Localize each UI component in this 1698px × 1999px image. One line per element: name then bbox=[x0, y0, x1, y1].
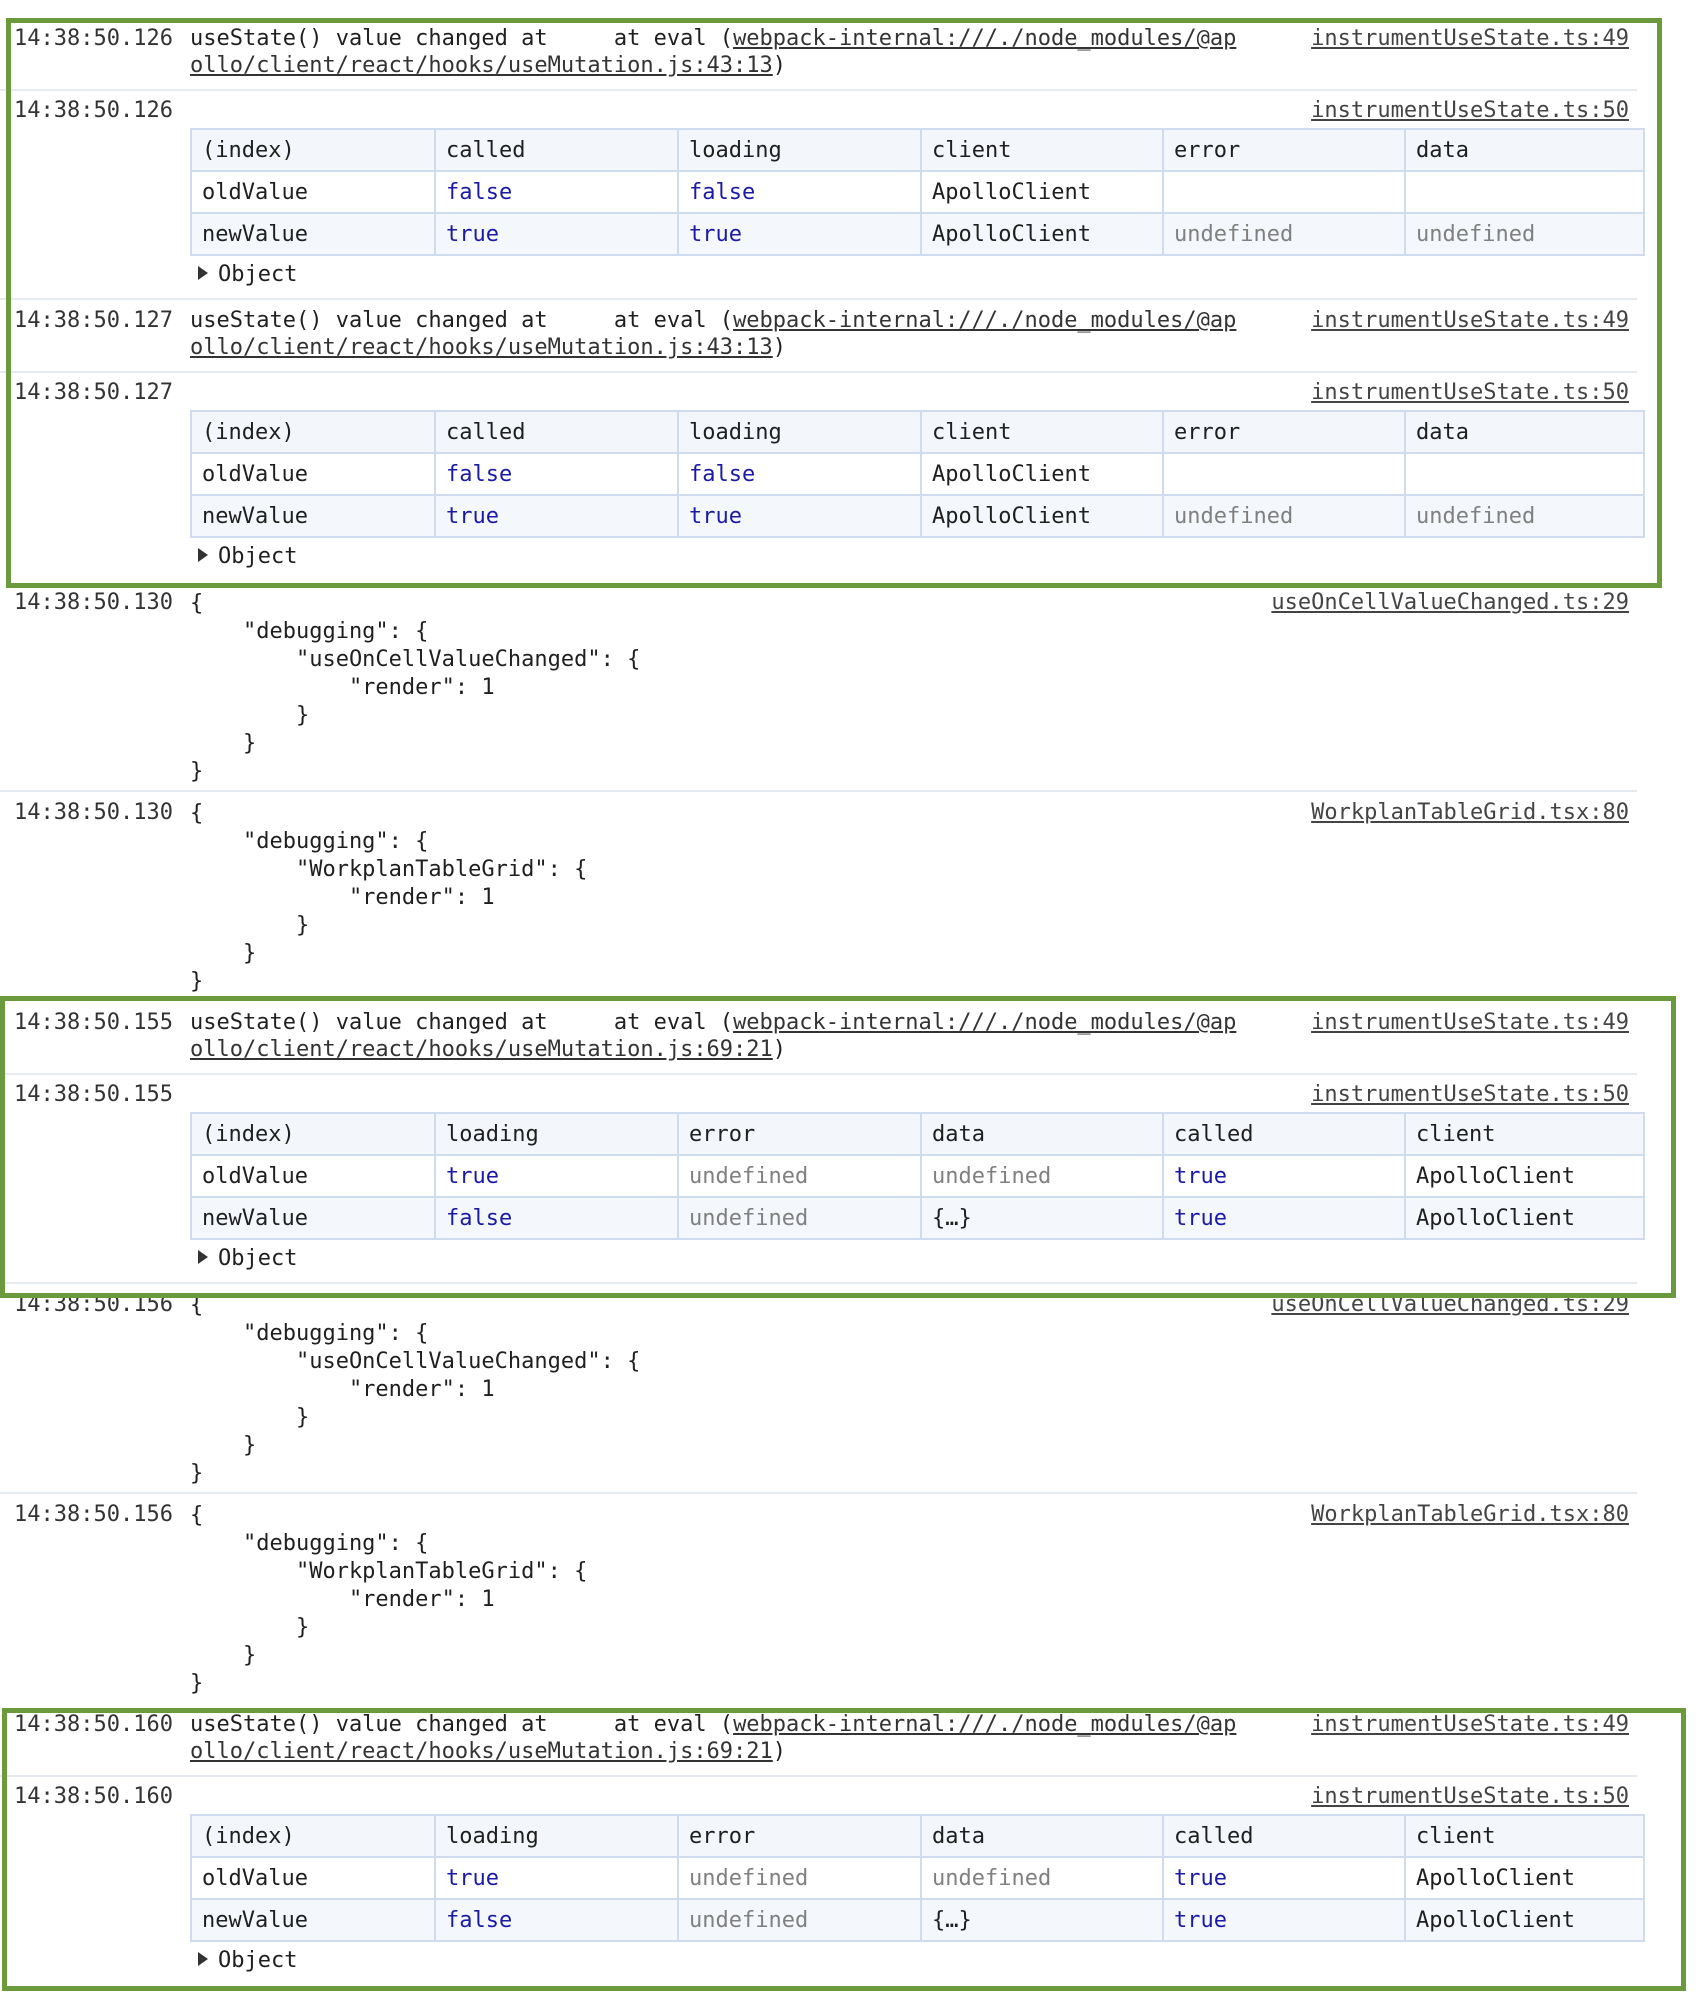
row-divider bbox=[0, 790, 1637, 792]
row-index: newValue bbox=[191, 1197, 435, 1239]
column-header[interactable]: data bbox=[921, 1815, 1163, 1857]
column-header[interactable]: called bbox=[435, 411, 678, 453]
column-header[interactable]: client bbox=[1405, 1815, 1644, 1857]
cell-value: false bbox=[435, 1899, 678, 1941]
message-text: useState() value changed at at eval ( bbox=[190, 308, 734, 333]
timestamp: 14:38:50.156 bbox=[14, 1502, 173, 1527]
row-divider bbox=[0, 89, 1637, 91]
table-row bbox=[191, 1155, 1644, 1197]
column-header[interactable]: (index) bbox=[191, 1113, 435, 1155]
cell-value: true bbox=[435, 1155, 678, 1197]
cell-value bbox=[1163, 453, 1405, 495]
cell-value: undefined bbox=[1405, 495, 1644, 537]
expand-triangle-icon[interactable] bbox=[198, 266, 208, 280]
timestamp: 14:38:50.155 bbox=[14, 1010, 173, 1035]
timestamp: 14:38:50.155 bbox=[14, 1082, 173, 1107]
row-index: newValue bbox=[191, 1899, 435, 1941]
column-header[interactable]: (index) bbox=[191, 129, 435, 171]
timestamp: 14:38:50.126 bbox=[14, 26, 173, 51]
cell-value bbox=[1405, 171, 1644, 213]
cell-value: undefined bbox=[678, 1155, 921, 1197]
row-divider bbox=[0, 1073, 1637, 1075]
cell-value: undefined bbox=[678, 1197, 921, 1239]
log-message-continued bbox=[190, 335, 786, 360]
cell-value: ApolloClient bbox=[1405, 1155, 1644, 1197]
cell-value: true bbox=[435, 1857, 678, 1899]
source-link[interactable]: instrumentUseState.ts:49 bbox=[1311, 26, 1629, 51]
column-header[interactable]: error bbox=[1163, 411, 1405, 453]
log-message bbox=[190, 1010, 1236, 1035]
cell-value: false bbox=[435, 453, 678, 495]
cell-value: {…} bbox=[921, 1899, 1163, 1941]
table-row bbox=[191, 1899, 1644, 1941]
cell-value: true bbox=[1163, 1197, 1405, 1239]
source-link[interactable]: WorkplanTableGrid.tsx:80 bbox=[1311, 800, 1629, 825]
cell-value: false bbox=[678, 453, 921, 495]
message-suffix: ) bbox=[772, 1739, 787, 1764]
object-expander[interactable] bbox=[198, 1246, 297, 1271]
cell-value: ApolloClient bbox=[921, 213, 1163, 255]
column-header[interactable]: called bbox=[1163, 1113, 1405, 1155]
stack-link-continued[interactable]: ollo/client/react/hooks/useMutation.js:69:21 bbox=[190, 1037, 773, 1062]
table-header-row bbox=[191, 1113, 1644, 1155]
stack-link-continued[interactable]: ollo/client/react/hooks/useMutation.js:43:13 bbox=[190, 53, 773, 78]
row-divider bbox=[0, 371, 1637, 373]
cell-value: undefined bbox=[1163, 495, 1405, 537]
json-output: { "debugging": { "useOnCellValueChanged": { "render": 1 } } } bbox=[190, 591, 641, 784]
table-row bbox=[191, 1857, 1644, 1899]
cell-value: true bbox=[678, 213, 921, 255]
expand-triangle-icon[interactable] bbox=[198, 1250, 208, 1264]
message-text: useState() value changed at at eval ( bbox=[190, 26, 734, 51]
object-label: Object bbox=[218, 544, 298, 569]
cell-value: undefined bbox=[1163, 213, 1405, 255]
row-index: oldValue bbox=[191, 1155, 435, 1197]
column-header[interactable]: loading bbox=[435, 1815, 678, 1857]
timestamp: 14:38:50.160 bbox=[14, 1784, 173, 1809]
table-row bbox=[191, 171, 1644, 213]
expand-triangle-icon[interactable] bbox=[198, 1952, 208, 1966]
source-link[interactable]: useOnCellValueChanged.ts:29 bbox=[1271, 1292, 1629, 1317]
json-output: { "debugging": { "WorkplanTableGrid": { "render": 1 } } } bbox=[190, 1503, 588, 1696]
column-header[interactable]: client bbox=[921, 129, 1163, 171]
row-divider bbox=[0, 1492, 1637, 1494]
cell-value: true bbox=[678, 495, 921, 537]
column-header[interactable]: (index) bbox=[191, 411, 435, 453]
stack-link[interactable]: webpack-internal:///./node_modules/@ap bbox=[733, 1712, 1237, 1737]
column-header[interactable]: error bbox=[678, 1113, 921, 1155]
json-output: { "debugging": { "useOnCellValueChanged": { "render": 1 } } } bbox=[190, 1293, 641, 1486]
cell-value: undefined bbox=[678, 1899, 921, 1941]
row-index: oldValue bbox=[191, 1857, 435, 1899]
source-link[interactable]: useOnCellValueChanged.ts:29 bbox=[1271, 590, 1629, 615]
console-table bbox=[190, 1112, 1645, 1240]
log-message bbox=[190, 26, 1236, 51]
log-message bbox=[190, 308, 1236, 333]
timestamp: 14:38:50.126 bbox=[14, 98, 173, 123]
source-link[interactable]: instrumentUseState.ts:50 bbox=[1311, 98, 1629, 123]
column-header[interactable]: data bbox=[1405, 129, 1644, 171]
object-label: Object bbox=[218, 1246, 298, 1271]
source-link[interactable]: instrumentUseState.ts:49 bbox=[1311, 1010, 1629, 1035]
message-text: useState() value changed at at eval ( bbox=[190, 1010, 734, 1035]
console-table bbox=[190, 128, 1645, 256]
cell-value: ApolloClient bbox=[921, 171, 1163, 213]
column-header[interactable]: client bbox=[921, 411, 1163, 453]
cell-value: true bbox=[1163, 1857, 1405, 1899]
cell-value: ApolloClient bbox=[921, 453, 1163, 495]
object-label: Object bbox=[218, 1948, 298, 1973]
cell-value: undefined bbox=[921, 1857, 1163, 1899]
column-header[interactable]: error bbox=[1163, 129, 1405, 171]
table-row bbox=[191, 213, 1644, 255]
source-link[interactable]: instrumentUseState.ts:50 bbox=[1311, 1784, 1629, 1809]
column-header[interactable]: loading bbox=[678, 129, 921, 171]
object-expander[interactable] bbox=[198, 1948, 297, 1973]
row-divider bbox=[0, 1775, 1637, 1777]
cell-value: ApolloClient bbox=[1405, 1197, 1644, 1239]
source-link[interactable]: instrumentUseState.ts:50 bbox=[1311, 1082, 1629, 1107]
console-table bbox=[190, 410, 1645, 538]
cell-value: true bbox=[435, 495, 678, 537]
row-index: oldValue bbox=[191, 171, 435, 213]
cell-value: false bbox=[435, 1197, 678, 1239]
column-header[interactable]: loading bbox=[435, 1113, 678, 1155]
cell-value: undefined bbox=[1405, 213, 1644, 255]
stack-link[interactable]: webpack-internal:///./node_modules/@ap bbox=[733, 26, 1237, 51]
column-header[interactable]: client bbox=[1405, 1113, 1644, 1155]
timestamp: 14:38:50.130 bbox=[14, 590, 173, 615]
table-row bbox=[191, 1197, 1644, 1239]
source-link[interactable]: instrumentUseState.ts:49 bbox=[1311, 308, 1629, 333]
column-header[interactable]: loading bbox=[678, 411, 921, 453]
cell-value: true bbox=[1163, 1155, 1405, 1197]
cell-value: ApolloClient bbox=[921, 495, 1163, 537]
column-header[interactable]: data bbox=[921, 1113, 1163, 1155]
column-header[interactable]: data bbox=[1405, 411, 1644, 453]
message-suffix: ) bbox=[772, 335, 787, 360]
stack-link-continued[interactable]: ollo/client/react/hooks/useMutation.js:69:21 bbox=[190, 1739, 773, 1764]
log-message-continued bbox=[190, 1739, 786, 1764]
cell-value: true bbox=[435, 213, 678, 255]
stack-link[interactable]: webpack-internal:///./node_modules/@ap bbox=[733, 1010, 1237, 1035]
source-link[interactable]: instrumentUseState.ts:50 bbox=[1311, 380, 1629, 405]
log-message-continued bbox=[190, 1037, 786, 1062]
message-suffix: ) bbox=[772, 1037, 787, 1062]
row-divider bbox=[0, 298, 1637, 300]
row-index: oldValue bbox=[191, 453, 435, 495]
stack-link[interactable]: webpack-internal:///./node_modules/@ap bbox=[733, 308, 1237, 333]
timestamp: 14:38:50.130 bbox=[14, 800, 173, 825]
console-table bbox=[190, 1814, 1645, 1942]
cell-value: true bbox=[1163, 1899, 1405, 1941]
object-label: Object bbox=[218, 262, 298, 287]
column-header[interactable]: error bbox=[678, 1815, 921, 1857]
object-expander[interactable] bbox=[198, 262, 297, 287]
object-expander[interactable] bbox=[198, 544, 297, 569]
cell-value bbox=[1405, 453, 1644, 495]
cell-value: false bbox=[678, 171, 921, 213]
row-index: newValue bbox=[191, 213, 435, 255]
cell-value: undefined bbox=[678, 1857, 921, 1899]
row-divider bbox=[0, 1282, 1637, 1284]
table-header-row bbox=[191, 411, 1644, 453]
column-header[interactable]: called bbox=[1163, 1815, 1405, 1857]
expand-triangle-icon[interactable] bbox=[198, 548, 208, 562]
timestamp: 14:38:50.156 bbox=[14, 1292, 173, 1317]
cell-value: ApolloClient bbox=[1405, 1857, 1644, 1899]
log-message-continued bbox=[190, 53, 786, 78]
table-row bbox=[191, 495, 1644, 537]
timestamp: 14:38:50.160 bbox=[14, 1712, 173, 1737]
message-suffix: ) bbox=[772, 53, 787, 78]
cell-value: undefined bbox=[921, 1155, 1163, 1197]
stack-link-continued[interactable]: ollo/client/react/hooks/useMutation.js:43:13 bbox=[190, 335, 773, 360]
table-header-row bbox=[191, 129, 1644, 171]
source-link[interactable]: instrumentUseState.ts:49 bbox=[1311, 1712, 1629, 1737]
message-text: useState() value changed at at eval ( bbox=[190, 1712, 734, 1737]
cell-value: ApolloClient bbox=[1405, 1899, 1644, 1941]
table-row bbox=[191, 453, 1644, 495]
log-message bbox=[190, 1712, 1236, 1737]
cell-value: {…} bbox=[921, 1197, 1163, 1239]
cell-value bbox=[1163, 171, 1405, 213]
table-header-row bbox=[191, 1815, 1644, 1857]
column-header[interactable]: (index) bbox=[191, 1815, 435, 1857]
cell-value: false bbox=[435, 171, 678, 213]
timestamp: 14:38:50.127 bbox=[14, 380, 173, 405]
timestamp: 14:38:50.127 bbox=[14, 308, 173, 333]
row-index: newValue bbox=[191, 495, 435, 537]
column-header[interactable]: called bbox=[435, 129, 678, 171]
source-link[interactable]: WorkplanTableGrid.tsx:80 bbox=[1311, 1502, 1629, 1527]
json-output: { "debugging": { "WorkplanTableGrid": { "render": 1 } } } bbox=[190, 801, 588, 994]
